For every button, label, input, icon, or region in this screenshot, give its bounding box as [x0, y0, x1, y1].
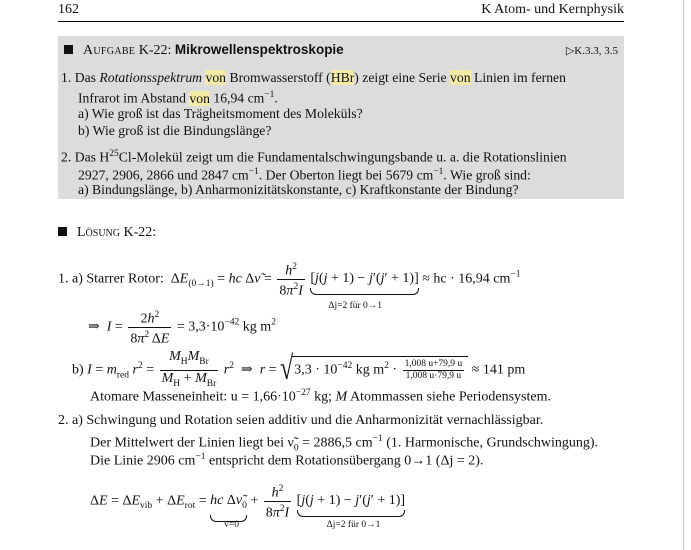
solution-2-line-1: 2. a) Schwingung und Rotation seien additiv und die Anharmonizität vernachlässigbar.: [58, 413, 544, 428]
task-heading: [64, 42, 344, 59]
task-2-line-3: a) Bindungslänge, b) Anharmonizitätskonstante, c) Kraftkonstante der Bindung?: [78, 182, 519, 197]
solution-2-line-2: Der Mittelwert der Linien liegt bei $\nũ_0 = 2886,5$ $cm^{-1}$ (1. Harmonische, Grundschwingung).: [90, 434, 599, 454]
task-label: Aufgabe: [83, 43, 136, 58]
task-reference: ▷K.3.3, 3.5: [565, 45, 618, 57]
solution-2-line-3: Die Linie 2906 $cm^{-1}$ entspricht dem Rotationsübergang 0→1 (Δj = 2).: [90, 452, 484, 469]
running-header: [58, 0, 624, 20]
solution-1a-result: ⇒ I = $\frac{2h^2}{8\pi^2 \Delta E}$ = $3,3\cdot 10^{-42}$ kg $m^2$: [88, 310, 276, 347]
task-1-question-a: a) Wie groß ist das Trägheitsmoment des Moleküls?: [78, 106, 363, 121]
underbrace-vib: hc $\Delta\nũ_0$ v=0: [210, 492, 247, 515]
solution-label: Lösung: [77, 225, 120, 240]
square-bullet-icon: [64, 45, 73, 54]
task-box: [58, 36, 624, 199]
page-number: 162: [58, 2, 79, 17]
solution-1a-equation: 1. a) Starrer Rotor: $\Delta E_{(0\to 1)}$ = hc Δν̃ = $\frac{h^2}{8\pi^2I}$ [j(j + 1) − j′(j′ + 1)] Δj=2 für 0→1 ≈ hc · 16,94 $cm^{-1}$: [58, 260, 521, 298]
square-bullet-icon: [58, 227, 67, 236]
task-1-question-b: b) Wie groß ist die Bindungslänge?: [78, 123, 272, 138]
task-1-line-2: Infrarot im Abstand von 16,94 $cm^{-1}$.: [78, 90, 278, 106]
solution-number: K-22:: [123, 225, 157, 240]
solution-2-equation: $\Delta E = \Delta E_{vib} + \Delta E_{rot}$ = hc $\Delta\nũ_0$ v=0 + $\frac{h^2}{8\pi^2I}$ [j(j + 1) − j′(j′ + 1)] Δj=2 für 0→1: [90, 482, 405, 520]
solution-1b-equation: b) $I = m_{red}$ $r^2$ = $\frac{M_HM_{Br}}{M_H + M_{Br}}$ $r^2$ ⇒ $r = √3,3 \cdot 10^{-42}$ kg $m^2$ · $\frac{1,008 u+79,9 u}{1,008 u\cdot 79,9 u}$ ≈ 141 pm: [72, 349, 526, 389]
task-2-line-1: 2. Das $H^{25}Cl$-Molekül zeigt um die Fundamentalschwingungsbande u. a. die Rotationslinien: [61, 149, 567, 165]
underbrace-rot: [j(j + 1) − j′(j′ + 1)] Δj=2 für 0→1: [297, 492, 405, 510]
underbrace-term: [j(j + 1) − j′(j′ + 1)] Δj=2 für 0→1: [310, 270, 418, 288]
task-2-line-2: 2927, 2906, 2866 und 2847 $cm^{-1}$. Der Oberton liegt bei 5679 $cm^{-1}$. Wie groß sind:: [78, 167, 531, 183]
underbrace-rot-label: Δj=2 für 0→1: [326, 520, 381, 531]
task-number: K-22:: [138, 43, 172, 58]
task-1-line-1: 1. Das Rotationsspektrum von Bromwasserstoff (HBr) zeigt eine Serie von Linien im fernen: [61, 70, 566, 85]
page-edge: [683, 0, 684, 550]
mass-unit-note: Atomare Masseneinheit: $u = 1,66\cdot 10^{-27}$ kg; M Atommassen siehe Periodensystem.: [90, 388, 551, 405]
underbrace-vib-label: v=0: [224, 520, 239, 531]
underbrace-condition: Δj=2 für 0→1: [328, 301, 383, 312]
header-rule: [58, 21, 624, 22]
chapter-title: K Atom- und Kernphysik: [481, 2, 624, 17]
task-title: Mikrowellenspektroskopie: [174, 42, 344, 57]
solution-heading: [58, 225, 156, 241]
